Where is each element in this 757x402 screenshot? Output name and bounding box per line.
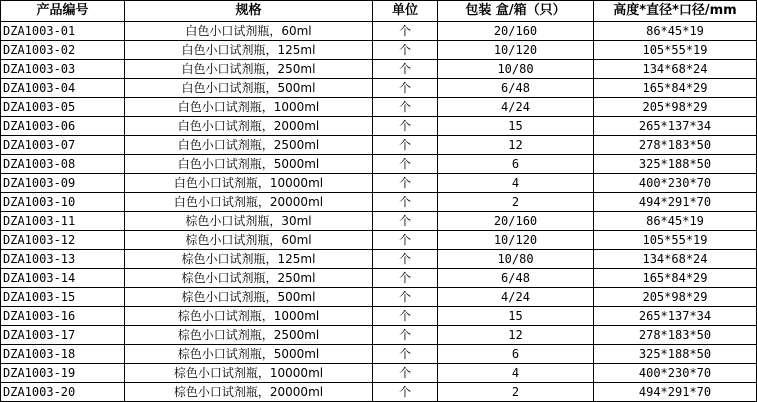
cell-pack: 10/120	[438, 41, 594, 60]
cell-spec: 棕色小口试剂瓶，125ml	[125, 250, 373, 269]
cell-unit: 个	[373, 98, 438, 117]
cell-code: DZA1003-15	[1, 288, 125, 307]
cell-code: DZA1003-08	[1, 155, 125, 174]
cell-spec: 棕色小口试剂瓶，10000ml	[125, 364, 373, 383]
cell-unit: 个	[373, 250, 438, 269]
cell-spec: 白色小口试剂瓶，500ml	[125, 79, 373, 98]
cell-unit: 个	[373, 364, 438, 383]
cell-pack: 20/160	[438, 22, 594, 41]
table-body	[1, 22, 757, 402]
header-dim: 高度*直径*口径/mm	[594, 1, 757, 22]
cell-dim: 325*188*50	[594, 345, 757, 364]
table-row	[1, 117, 757, 136]
cell-pack: 4	[438, 174, 594, 193]
cell-unit: 个	[373, 383, 438, 402]
cell-spec: 棕色小口试剂瓶，60ml	[125, 231, 373, 250]
cell-unit: 个	[373, 136, 438, 155]
cell-dim: 105*55*19	[594, 231, 757, 250]
cell-dim: 86*45*19	[594, 212, 757, 231]
table-row	[1, 288, 757, 307]
cell-pack: 10/120	[438, 231, 594, 250]
cell-pack: 4/24	[438, 98, 594, 117]
cell-spec: 棕色小口试剂瓶，250ml	[125, 269, 373, 288]
cell-unit: 个	[373, 41, 438, 60]
cell-pack: 4/24	[438, 288, 594, 307]
cell-spec: 白色小口试剂瓶，20000ml	[125, 193, 373, 212]
cell-dim: 278*183*50	[594, 136, 757, 155]
cell-unit: 个	[373, 231, 438, 250]
cell-spec: 白色小口试剂瓶，2000ml	[125, 117, 373, 136]
cell-pack: 6	[438, 155, 594, 174]
header-code: 产品编号	[1, 1, 125, 22]
cell-code: DZA1003-13	[1, 250, 125, 269]
table-row	[1, 307, 757, 326]
cell-pack: 2	[438, 383, 594, 402]
cell-code: DZA1003-20	[1, 383, 125, 402]
cell-unit: 个	[373, 79, 438, 98]
cell-unit: 个	[373, 174, 438, 193]
cell-code: DZA1003-02	[1, 41, 125, 60]
cell-dim: 278*183*50	[594, 326, 757, 345]
cell-unit: 个	[373, 326, 438, 345]
cell-dim: 134*68*24	[594, 60, 757, 79]
cell-pack: 12	[438, 136, 594, 155]
cell-unit: 个	[373, 307, 438, 326]
cell-dim: 400*230*70	[594, 364, 757, 383]
cell-spec: 棕色小口试剂瓶，1000ml	[125, 307, 373, 326]
cell-spec: 棕色小口试剂瓶，2500ml	[125, 326, 373, 345]
cell-spec: 白色小口试剂瓶，1000ml	[125, 98, 373, 117]
cell-dim: 265*137*34	[594, 307, 757, 326]
cell-code: DZA1003-12	[1, 231, 125, 250]
table-row	[1, 345, 757, 364]
header-pack: 包装 盒/箱（只）	[438, 1, 594, 22]
table-row	[1, 364, 757, 383]
table-row	[1, 22, 757, 41]
cell-code: DZA1003-01	[1, 22, 125, 41]
cell-unit: 个	[373, 288, 438, 307]
table-row	[1, 41, 757, 60]
cell-unit: 个	[373, 60, 438, 79]
cell-code: DZA1003-16	[1, 307, 125, 326]
cell-pack: 10/80	[438, 60, 594, 79]
cell-spec: 白色小口试剂瓶，5000ml	[125, 155, 373, 174]
cell-spec: 白色小口试剂瓶，125ml	[125, 41, 373, 60]
cell-unit: 个	[373, 212, 438, 231]
cell-pack: 4	[438, 364, 594, 383]
table-row	[1, 79, 757, 98]
table-row	[1, 269, 757, 288]
header-row	[1, 1, 757, 22]
cell-pack: 10/80	[438, 250, 594, 269]
cell-pack: 6	[438, 345, 594, 364]
cell-pack: 6/48	[438, 269, 594, 288]
table-row	[1, 136, 757, 155]
table-row	[1, 326, 757, 345]
cell-spec: 棕色小口试剂瓶，5000ml	[125, 345, 373, 364]
header-spec: 规格	[125, 1, 373, 22]
cell-code: DZA1003-04	[1, 79, 125, 98]
cell-dim: 105*55*19	[594, 41, 757, 60]
table-row	[1, 193, 757, 212]
table-row	[1, 383, 757, 402]
cell-unit: 个	[373, 269, 438, 288]
cell-code: DZA1003-06	[1, 117, 125, 136]
cell-code: DZA1003-17	[1, 326, 125, 345]
cell-code: DZA1003-03	[1, 60, 125, 79]
cell-unit: 个	[373, 22, 438, 41]
cell-code: DZA1003-11	[1, 212, 125, 231]
cell-dim: 325*188*50	[594, 155, 757, 174]
cell-pack: 15	[438, 307, 594, 326]
cell-dim: 86*45*19	[594, 22, 757, 41]
cell-unit: 个	[373, 155, 438, 174]
cell-spec: 白色小口试剂瓶，60ml	[125, 22, 373, 41]
table-row	[1, 174, 757, 193]
cell-code: DZA1003-14	[1, 269, 125, 288]
cell-spec: 白色小口试剂瓶，250ml	[125, 60, 373, 79]
cell-code: DZA1003-07	[1, 136, 125, 155]
table-row	[1, 231, 757, 250]
table-row	[1, 212, 757, 231]
table-row	[1, 250, 757, 269]
cell-dim: 494*291*70	[594, 193, 757, 212]
table-row	[1, 155, 757, 174]
cell-spec: 白色小口试剂瓶，10000ml	[125, 174, 373, 193]
cell-pack: 12	[438, 326, 594, 345]
cell-spec: 棕色小口试剂瓶，20000ml	[125, 383, 373, 402]
cell-pack: 2	[438, 193, 594, 212]
cell-spec: 棕色小口试剂瓶，500ml	[125, 288, 373, 307]
cell-dim: 494*291*70	[594, 383, 757, 402]
cell-code: DZA1003-05	[1, 98, 125, 117]
cell-dim: 265*137*34	[594, 117, 757, 136]
cell-dim: 134*68*24	[594, 250, 757, 269]
cell-dim: 165*84*29	[594, 269, 757, 288]
cell-pack: 20/160	[438, 212, 594, 231]
cell-code: DZA1003-10	[1, 193, 125, 212]
cell-dim: 400*230*70	[594, 174, 757, 193]
cell-code: DZA1003-18	[1, 345, 125, 364]
table-row	[1, 98, 757, 117]
cell-pack: 6/48	[438, 79, 594, 98]
cell-code: DZA1003-09	[1, 174, 125, 193]
cell-unit: 个	[373, 193, 438, 212]
cell-dim: 165*84*29	[594, 79, 757, 98]
header-unit: 单位	[373, 1, 438, 22]
cell-dim: 205*98*29	[594, 98, 757, 117]
cell-spec: 白色小口试剂瓶，2500ml	[125, 136, 373, 155]
cell-unit: 个	[373, 345, 438, 364]
cell-dim: 205*98*29	[594, 288, 757, 307]
cell-pack: 15	[438, 117, 594, 136]
cell-code: DZA1003-19	[1, 364, 125, 383]
cell-spec: 棕色小口试剂瓶，30ml	[125, 212, 373, 231]
table-row	[1, 60, 757, 79]
cell-unit: 个	[373, 117, 438, 136]
